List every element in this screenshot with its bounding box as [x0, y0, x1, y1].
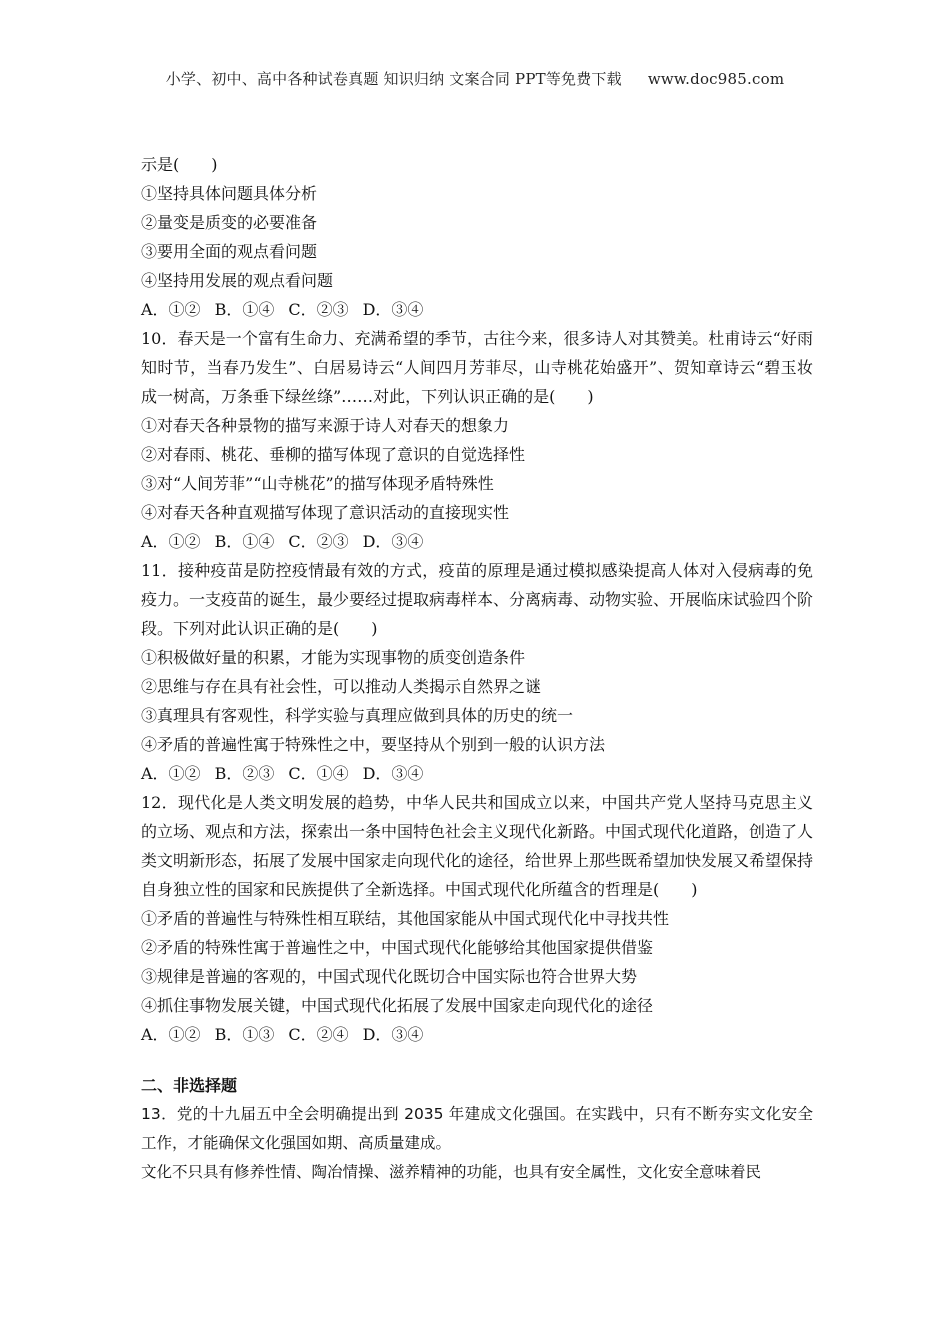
section-gap	[141, 1049, 813, 1071]
q12-option-1: ①矛盾的普遍性与特殊性相互联结，其他国家能从中国式现代化中寻找共性	[141, 909, 670, 928]
q10-answers	[141, 527, 813, 556]
q10-option-1: ①对春天各种景物的描写来源于诗人对春天的想象力	[141, 416, 510, 435]
q10-option-4: ④对春天各种直观描写体现了意识活动的直接现实性	[141, 503, 510, 522]
q9-stem-tail: 示是( )	[141, 155, 218, 174]
q9-answer-d: D．③④	[362, 300, 424, 319]
q11-option-2: ②思维与存在具有社会性，可以推动人类揭示自然界之谜	[141, 677, 542, 696]
q11-answer-b: B．②③	[214, 764, 275, 783]
q11-answer-d: D．③④	[362, 764, 424, 783]
q9-answers	[141, 295, 813, 324]
q11-answers	[141, 759, 813, 788]
q12-option-3: ③规律是普遍的客观的，中国式现代化既切合中国实际也符合世界大势	[141, 967, 638, 986]
q10-option-3: ③对“人间芳菲”“山寺桃花”的描写体现矛盾特殊性	[141, 474, 494, 493]
q12-answer-a: A．①②	[141, 1025, 201, 1044]
q11-answer-c: C．①④	[288, 764, 349, 783]
q10-answer-a: A．①②	[141, 532, 201, 551]
q9-answer-a: A．①②	[141, 300, 201, 319]
q11-option-1: ①积极做好量的积累，才能为实现事物的质变创造条件	[141, 648, 526, 667]
q10-answer-b: B．①④	[214, 532, 275, 551]
section-title: 二、非选择题	[141, 1076, 238, 1095]
q12-answer-c: C．②④	[288, 1025, 349, 1044]
q11-stem: 11．接种疫苗是防控疫情最有效的方式，疫苗的原理是通过模拟感染提高人体对入侵病毒的免疫力。一支疫苗的诞生，最少要经过提取病毒样本、分离病毒、动物实验、开展临床试验四个阶段。下列对此认识正确的是( )	[141, 561, 814, 638]
q12-stem: 12．现代化是人类文明发展的趋势，中华人民共和国成立以来，中国共产党人坚持马克思主义的立场、观点和方法，探索出一条中国特色社会主义现代化新路。中国式现代化道路，创造了人类文明新形态，拓展了发展中国家走向现代化的途径，给世界上那些既希望加快发展又希望保持自身独立性的国家和民族提供了全新选择。中国式现代化所蕴含的哲理是( )	[141, 793, 814, 899]
q9-option-1: ①坚持具体问题具体分析	[141, 184, 318, 203]
q9-option-3: ③要用全面的观点看问题	[141, 242, 318, 261]
q12-answer-d: D．③④	[362, 1025, 424, 1044]
q9-answer-c: C．②③	[288, 300, 349, 319]
q10-option-2: ②对春雨、桃花、垂柳的描写体现了意识的自觉选择性	[141, 445, 526, 464]
q11-option-3: ③真理具有客观性，科学实验与真理应做到具体的历史的统一	[141, 706, 574, 725]
q11-answer-a: A．①②	[141, 764, 201, 783]
q12-option-4: ④抓住事物发展关键，中国式现代化拓展了发展中国家走向现代化的途径	[141, 996, 654, 1015]
q10-answer-c: C．②③	[288, 532, 349, 551]
document-body	[141, 150, 813, 1187]
q12-answer-b: B．①③	[214, 1025, 275, 1044]
q9-option-2: ②量变是质变的必要准备	[141, 213, 318, 232]
header-url[interactable]: www.doc985.com	[647, 70, 785, 88]
q10-answer-d: D．③④	[362, 532, 424, 551]
q11-option-4: ④矛盾的普遍性寓于特殊性之中，要坚持从个别到一般的认识方法	[141, 735, 606, 754]
q9-answer-b: B．①④	[214, 300, 275, 319]
q12-option-2: ②矛盾的特殊性寓于普遍性之中，中国式现代化能够给其他国家提供借鉴	[141, 938, 654, 957]
q13-text: 文化不只具有修养性情、陶冶情操、滋养精神的功能，也具有安全属性，文化安全意味着民	[141, 1163, 762, 1181]
page-header	[0, 68, 950, 89]
header-text: 小学、初中、高中各种试卷真题 知识归纳 文案合同 PPT等免费下载	[165, 70, 622, 88]
q12-answers	[141, 1020, 813, 1049]
q13-stem: 13．党的十九届五中全会明确提出到 2035 年建成文化强国。在实践中，只有不断夯实文化安全工作，才能确保文化强国如期、高质量建成。	[141, 1105, 813, 1152]
q10-stem: 10．春天是一个富有生命力、充满希望的季节，古往今来，很多诗人对其赞美。杜甫诗云“好雨知时节，当春乃发生”、白居易诗云“人间四月芳菲尽，山寺桃花始盛开”、贺知章诗云“碧玉妆成一树高，万条垂下绿丝绦”……对此，下列认识正确的是( )	[141, 329, 813, 406]
q9-option-4: ④坚持用发展的观点看问题	[141, 271, 334, 290]
